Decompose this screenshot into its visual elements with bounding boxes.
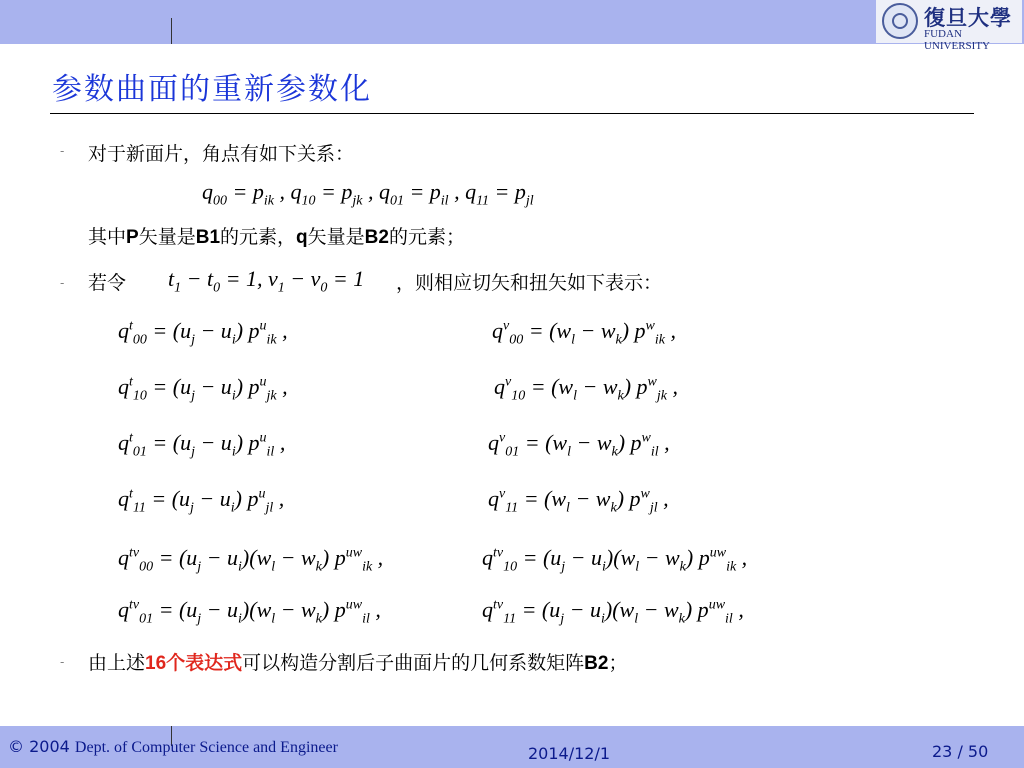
logo-english: FUDAN UNIVERSITY — [924, 28, 990, 52]
equation-q11-t: $q^t_{11} = (u_j - u_i)$ $p^u_{jl}$ , — [118, 486, 285, 516]
equation-q00-v: $q^v_{00} = (w_l - w_k)$ $p^w_{ik}$ , — [492, 318, 676, 348]
bullet-1-note: 其中P矢量是B1的元素，q矢量是B2的元素； — [88, 226, 465, 248]
logo-chinese: 復旦大學 — [924, 5, 1012, 30]
equation-q10-v: $q^v_{10} = (w_l - w_k)$ $p^w_{jk}$ , — [494, 374, 678, 404]
bullet-3-text: 由上述16个表达式可以构造分割后子曲面片的几何系数矩阵B2； — [88, 652, 628, 674]
top-bar — [0, 0, 1024, 44]
equation-q10-tv: $q^{tv}_{10} = (u_j - u_i)(w_l - w_k)$ $p^{uw}_{ik}$ , — [482, 545, 748, 575]
equation-q11-v: $q^v_{11} = (w_l - w_k)$ $p^w_{jl}$ , — [488, 486, 669, 516]
title-rule — [50, 113, 974, 114]
equation-q00-tv: $q^{tv}_{00} = (u_j - u_i)(w_l - w_k)$ $p^{uw}_{ik}$ , — [118, 545, 384, 575]
top-divider-line — [171, 18, 172, 44]
footer-page-number: 23 / 50 — [932, 742, 989, 761]
corner-relations-formula: $q_{00} = p_{ik}$ , $q_{10} = p_{jk}$ , $q_{01} = p_{il}$ , $q_{11} = p_{jl}$ — [202, 179, 534, 209]
university-logo — [876, 0, 1022, 52]
slide-title: 参数曲面的重新参数化 — [52, 72, 372, 107]
parameter-condition-formula: $t_1 - t_0 = 1$, $v_1 - v_0 = 1$ — [168, 266, 365, 296]
footer-copyright: © 2004 Dept. of Computer Science and Engineer — [8, 737, 338, 756]
bullet-1-text: 对于新面片，角点有如下关系： — [88, 143, 355, 165]
equation-q11-tv: $q^{tv}_{11} = (u_j - u_i)(w_l - w_k)$ $p^{uw}_{il}$ , — [482, 597, 744, 627]
equation-q01-tv: $q^{tv}_{01} = (u_j - u_i)(w_l - w_k)$ $p^{uw}_{il}$ , — [118, 597, 381, 627]
bullet-marker: - — [60, 276, 65, 290]
equation-q10-t: $q^t_{10} = (u_j - u_i)$ $p^u_{jk}$ , — [118, 374, 288, 404]
equation-q01-t: $q^t_{01} = (u_j - u_i)$ $p^u_{il}$ , — [118, 430, 286, 460]
bullet-2-text-a: 若令 — [88, 272, 127, 294]
bullet-2-text-b: ，则相应切矢和扭矢如下表示： — [396, 272, 663, 294]
footer-date: 2014/12/1 — [528, 744, 611, 763]
seal-icon — [882, 3, 918, 39]
equation-q01-v: $q^v_{01} = (w_l - w_k)$ $p^w_{il}$ , — [488, 430, 670, 460]
bullet-marker: - — [60, 655, 65, 669]
highlight-16-expressions: 16个表达式 — [145, 653, 243, 674]
bullet-marker: - — [60, 144, 65, 158]
equation-q00-t: $q^t_{00} = (u_j - u_i)$ $p^u_{ik}$ , — [118, 318, 288, 348]
